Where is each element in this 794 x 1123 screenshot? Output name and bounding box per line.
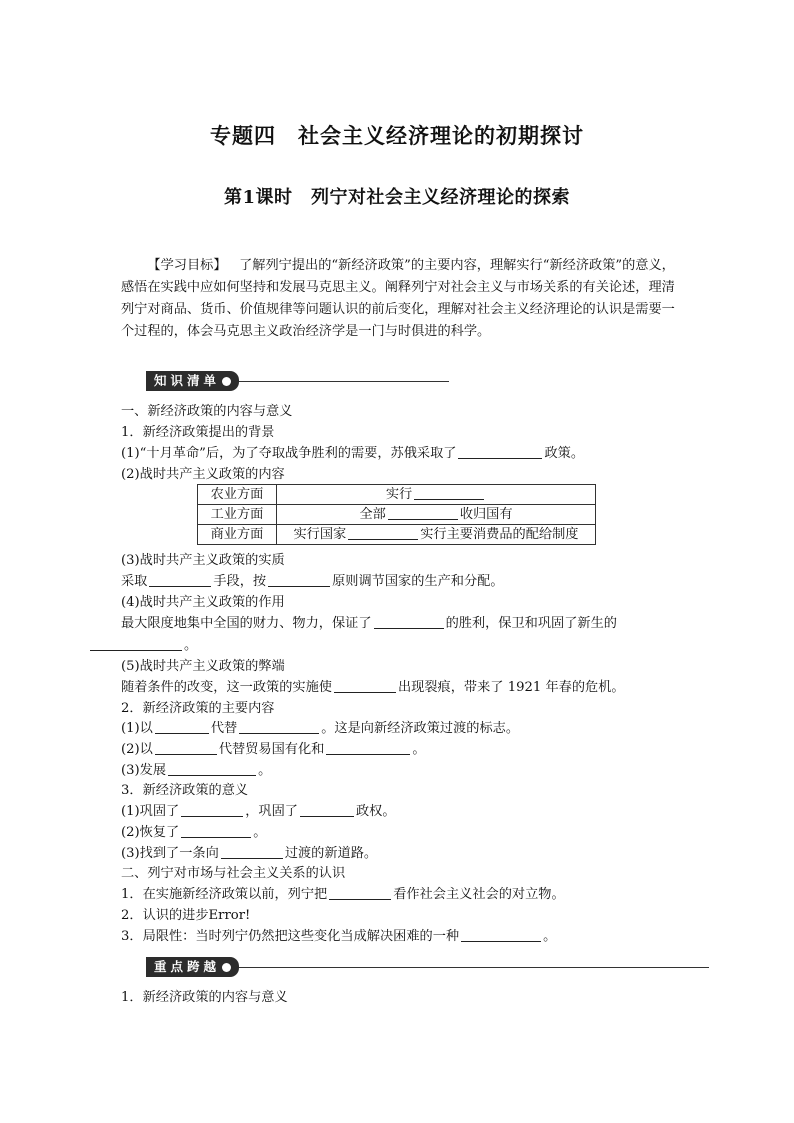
fill-blank[interactable] [90, 636, 182, 651]
fill-blank[interactable] [348, 525, 418, 540]
lesson-title: 第1课时 列宁对社会主义经济理论的探索 [223, 187, 571, 208]
text-line: (2)恢复了 。 [121, 825, 267, 840]
dot-icon [222, 963, 231, 972]
table-row [198, 485, 596, 505]
fill-blank[interactable] [155, 719, 209, 734]
section-label: 知识清单 [154, 373, 221, 388]
section-tab [146, 957, 239, 977]
text-line: (3)找到了一条向 过渡的新道路。 [121, 846, 378, 861]
fill-blank[interactable] [326, 740, 410, 755]
section-rule [239, 381, 449, 382]
text-line: (2)战时共产主义政策的内容 [121, 467, 285, 482]
fill-blank[interactable] [300, 802, 354, 817]
section-banner-key-points [146, 957, 709, 977]
text-line: 最大限度地集中全国的财力、物力，保证了 的胜利，保卫和巩固了新生的 [121, 616, 617, 631]
fill-blank[interactable] [414, 485, 484, 500]
heading-1: 一、新经济政策的内容与意义 [121, 404, 293, 419]
text-line: (3)战时共产主义政策的实质 [121, 553, 285, 568]
subheading-1-1: 1．新经济政策提出的背景 [121, 425, 275, 440]
fill-blank[interactable] [374, 614, 444, 629]
section-rule [239, 967, 709, 968]
fill-blank[interactable] [168, 761, 256, 776]
subheading-1-3: 3．新经济政策的意义 [121, 783, 249, 798]
text-line: (3)发展 。 [121, 763, 272, 778]
text-line: (5)战时共产主义政策的弊端 [121, 659, 285, 674]
objective-tag: 【学习目标】 [147, 258, 227, 273]
objective-text: 了解列宁提出的“新经济政策”的主要内容，理解实行“新经济政策”的意义，感悟在实践中应如何坚持和发展马克思主义。阐释列宁对社会主义与市场关系的有关论述，理清列宁对商品、货币、价值规律等问题认识的前后变化，理解对社会主义经济理论的认识是需要一个过程的，体会马克思主义政治经济学是一门与时俱进的科学。 [121, 258, 675, 339]
fill-blank[interactable] [329, 885, 391, 900]
learning-objective [121, 255, 683, 343]
text-line: 3．局限性：当时列宁仍然把这些变化当成解决困难的一种 。 [121, 929, 557, 944]
text-line: (1)以 代替 。这是向新经济政策过渡的标志。 [121, 721, 520, 736]
table-cell-value: 实行 [277, 485, 596, 505]
subheading-1-2: 2．新经济政策的主要内容 [121, 701, 275, 716]
fill-blank[interactable] [388, 505, 458, 520]
fill-blank[interactable] [149, 572, 211, 587]
fill-blank[interactable] [458, 444, 542, 459]
table-cell-key: 工业方面 [198, 505, 277, 525]
text-line: 1．新经济政策的内容与意义 [121, 990, 288, 1005]
text-line: (2)以 代替贸易国有化和 。 [121, 742, 426, 757]
fill-blank[interactable] [155, 740, 217, 755]
text-line: (4)战时共产主义政策的作用 [121, 595, 285, 610]
dot-icon [222, 377, 231, 386]
content-table [197, 484, 596, 545]
page-title: 专题四 社会主义经济理论的初期探讨 [210, 123, 584, 148]
fill-blank[interactable] [268, 572, 330, 587]
text-line: 采取 手段，按 原则调节国家的生产和分配。 [121, 574, 504, 589]
text-line: (1)“十月革命”后，为了夺取战争胜利的需要，苏俄采取了 政策。 [121, 446, 585, 461]
fill-blank[interactable] [181, 802, 243, 817]
table-cell-value: 全部 收归国有 [277, 505, 596, 525]
section-label: 重点跨越 [154, 959, 221, 974]
text-line: 2．认识的进步Error! [121, 908, 251, 923]
table-cell-key: 商业方面 [198, 525, 277, 545]
text-line: 1．在实施新经济政策以前，列宁把 看作社会主义社会的对立物。 [121, 887, 565, 902]
fill-blank[interactable] [181, 823, 251, 838]
fill-blank[interactable] [239, 719, 319, 734]
section-tab [146, 371, 239, 391]
fill-blank[interactable] [461, 927, 541, 942]
table-row [198, 505, 596, 525]
table-cell-key: 农业方面 [198, 485, 277, 505]
text-line: 。 [90, 636, 197, 656]
text-line: 随着条件的改变，这一政策的实施使 出现裂痕，带来了 1921 年春的危机。 [121, 680, 625, 695]
fill-blank[interactable] [221, 844, 283, 859]
table-row [198, 525, 596, 545]
heading-2: 二、列宁对市场与社会主义关系的认识 [121, 866, 346, 881]
text-line: (1)巩固了 ，巩固了 政权。 [121, 804, 396, 819]
table-cell-value: 实行国家 实行主要消费品的配给制度 [277, 525, 596, 545]
section-banner-knowledge [146, 371, 449, 391]
fill-blank[interactable] [334, 678, 396, 693]
